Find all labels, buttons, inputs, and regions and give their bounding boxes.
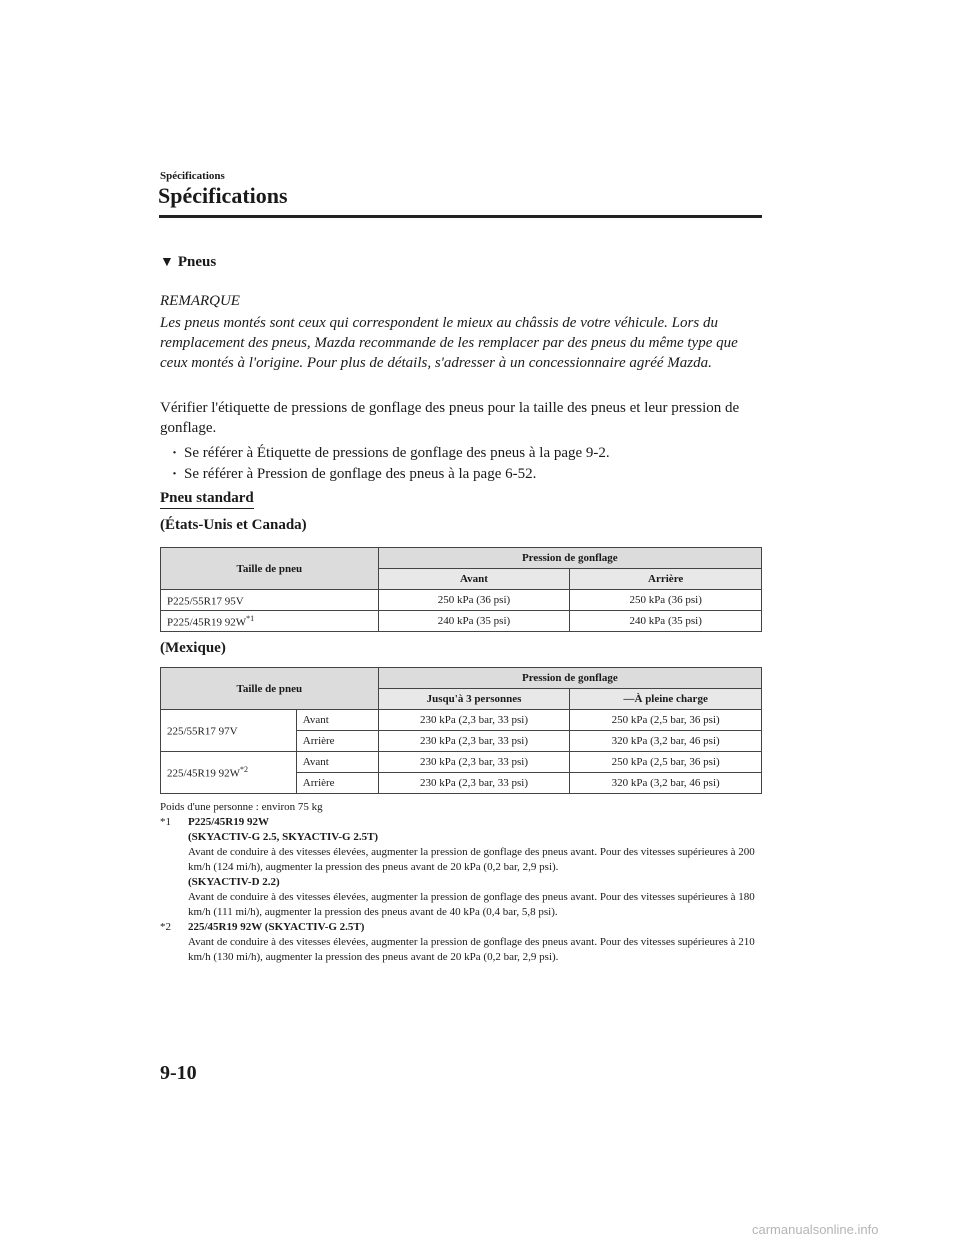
reference-list bbox=[172, 443, 762, 485]
pressure-full-load: 250 kPa (2,5 bar, 36 psi) bbox=[570, 710, 762, 731]
sub-header-front: Avant bbox=[378, 569, 570, 590]
axle-position: Arrière bbox=[296, 773, 378, 794]
reference-item: · Se référer à Étiquette de pressions de gonflage des pneus à la page 9-2. bbox=[172, 443, 762, 464]
footnote-mark: *1 bbox=[160, 816, 171, 828]
col-header-pressure: Pression de gonflage bbox=[378, 548, 761, 569]
pneus-heading-text: Pneus bbox=[177, 254, 217, 270]
footnote-mark: *2 bbox=[160, 921, 171, 933]
col-header-pressure: Pression de gonflage bbox=[378, 668, 761, 689]
footnote-text: Avant de conduire à des vitesses élevées, augmenter la pression de gonflage des pneus avant. Pour des vitesses supérieures à 200 km/h (124 mi/h), augmenter la pression des pneus avant de 20 kPa (0,2 bar, 2,9 psi). bbox=[188, 846, 755, 873]
pressure-up-to-3: 230 kPa (2,3 bar, 33 psi) bbox=[378, 752, 570, 773]
footnote-ref: *1 bbox=[246, 613, 255, 623]
axle-position: Arrière bbox=[296, 731, 378, 752]
section-label-small: Spécifications bbox=[160, 170, 225, 182]
pressure-full-load: 320 kPa (3,2 bar, 46 psi) bbox=[570, 773, 762, 794]
footnote-title: 225/45R19 92W (SKYACTIV-G 2.5T) bbox=[188, 921, 365, 933]
col-header-size: Taille de pneu bbox=[161, 548, 379, 590]
pressure-up-to-3: 230 kPa (2,3 bar, 33 psi) bbox=[378, 773, 570, 794]
watermark: carmanualsonline.info bbox=[752, 1222, 879, 1237]
table-row bbox=[161, 752, 762, 773]
sub-header-up-to-3: Jusqu'à 3 personnes bbox=[378, 689, 570, 710]
footnote-subtitle: (SKYACTIV-D 2.2) bbox=[188, 876, 280, 888]
reference-item: · Se référer à Pression de gonflage des pneus à la page 6-52. bbox=[172, 464, 762, 485]
title-divider bbox=[159, 215, 762, 218]
mexico-pressure-table bbox=[160, 667, 762, 794]
sub-header-rear: Arrière bbox=[570, 569, 762, 590]
page-title: Spécifications bbox=[158, 183, 288, 208]
note-text: Les pneus montés sont ceux qui correspondent le mieux au châssis de votre véhicule. Lors du remplacement des pneus, Mazda recommande de les remplacer par des pneus du même type que ceux montés à l'origine. Pour plus de détails, s'adresser à un concessionnaire agréé Mazda. bbox=[160, 315, 738, 371]
region-us-canada: (États-Unis et Canada) bbox=[160, 517, 307, 533]
us-pressure-table bbox=[160, 547, 762, 632]
footnote-subtitle: (SKYACTIV-G 2.5, SKYACTIV-G 2.5T) bbox=[188, 831, 379, 843]
footnote-1 bbox=[160, 815, 764, 920]
weight-note: Poids d'une personne : environ 75 kg bbox=[160, 801, 323, 813]
table-row bbox=[161, 590, 762, 611]
footnote-ref: *2 bbox=[240, 765, 249, 775]
region-mexico: (Mexique) bbox=[160, 640, 226, 656]
page-number: 9-10 bbox=[160, 1062, 197, 1084]
footnote-title: P225/45R19 92W bbox=[188, 816, 269, 828]
triangle-down-icon: ▼ bbox=[160, 255, 174, 270]
pressure-rear: 250 kPa (36 psi) bbox=[570, 590, 762, 611]
pressure-full-load: 320 kPa (3,2 bar, 46 psi) bbox=[570, 731, 762, 752]
table-row bbox=[161, 710, 762, 731]
sub-header-full-load: —À pleine charge bbox=[570, 689, 762, 710]
pressure-up-to-3: 230 kPa (2,3 bar, 33 psi) bbox=[378, 710, 570, 731]
note-label: REMARQUE bbox=[160, 293, 240, 309]
tire-size: P225/55R17 95V bbox=[167, 595, 244, 608]
axle-position: Avant bbox=[296, 752, 378, 773]
tire-size: 225/45R19 92W bbox=[167, 767, 241, 780]
pressure-up-to-3: 230 kPa (2,3 bar, 33 psi) bbox=[378, 731, 570, 752]
footnote-text: Avant de conduire à des vitesses élevées, augmenter la pression de gonflage des pneus avant. Pour des vitesses supérieures à 210 km/h (130 mi/h), augmenter la pression des pneus avant de 20 kPa (0,2 bar, 2,9 psi). bbox=[188, 936, 755, 963]
footnote-text: Avant de conduire à des vitesses élevées, augmenter la pression de gonflage des pneus avant. Pour des vitesses supérieures à 180 km/h (111 mi/h), augmenter la pression des pneus avant de 40 kPa (0,4 bar, 5,8 psi). bbox=[188, 891, 755, 918]
pressure-front: 240 kPa (35 psi) bbox=[378, 611, 570, 632]
pneus-heading bbox=[160, 254, 216, 271]
footnote-2 bbox=[160, 920, 764, 965]
body-text: Vérifier l'étiquette de pressions de gonflage des pneus pour la taille des pneus et leur pression de gonflage. bbox=[160, 400, 740, 436]
tire-size: P225/45R19 92W bbox=[167, 616, 247, 629]
footnotes bbox=[160, 800, 764, 965]
col-header-size: Taille de pneu bbox=[161, 668, 379, 710]
tire-size: 225/55R17 97V bbox=[167, 725, 238, 738]
pressure-front: 250 kPa (36 psi) bbox=[378, 590, 570, 611]
pressure-full-load: 250 kPa (2,5 bar, 36 psi) bbox=[570, 752, 762, 773]
pressure-rear: 240 kPa (35 psi) bbox=[570, 611, 762, 632]
axle-position: Avant bbox=[296, 710, 378, 731]
table-row bbox=[161, 611, 762, 632]
standard-tire-title: Pneu standard bbox=[160, 490, 254, 509]
